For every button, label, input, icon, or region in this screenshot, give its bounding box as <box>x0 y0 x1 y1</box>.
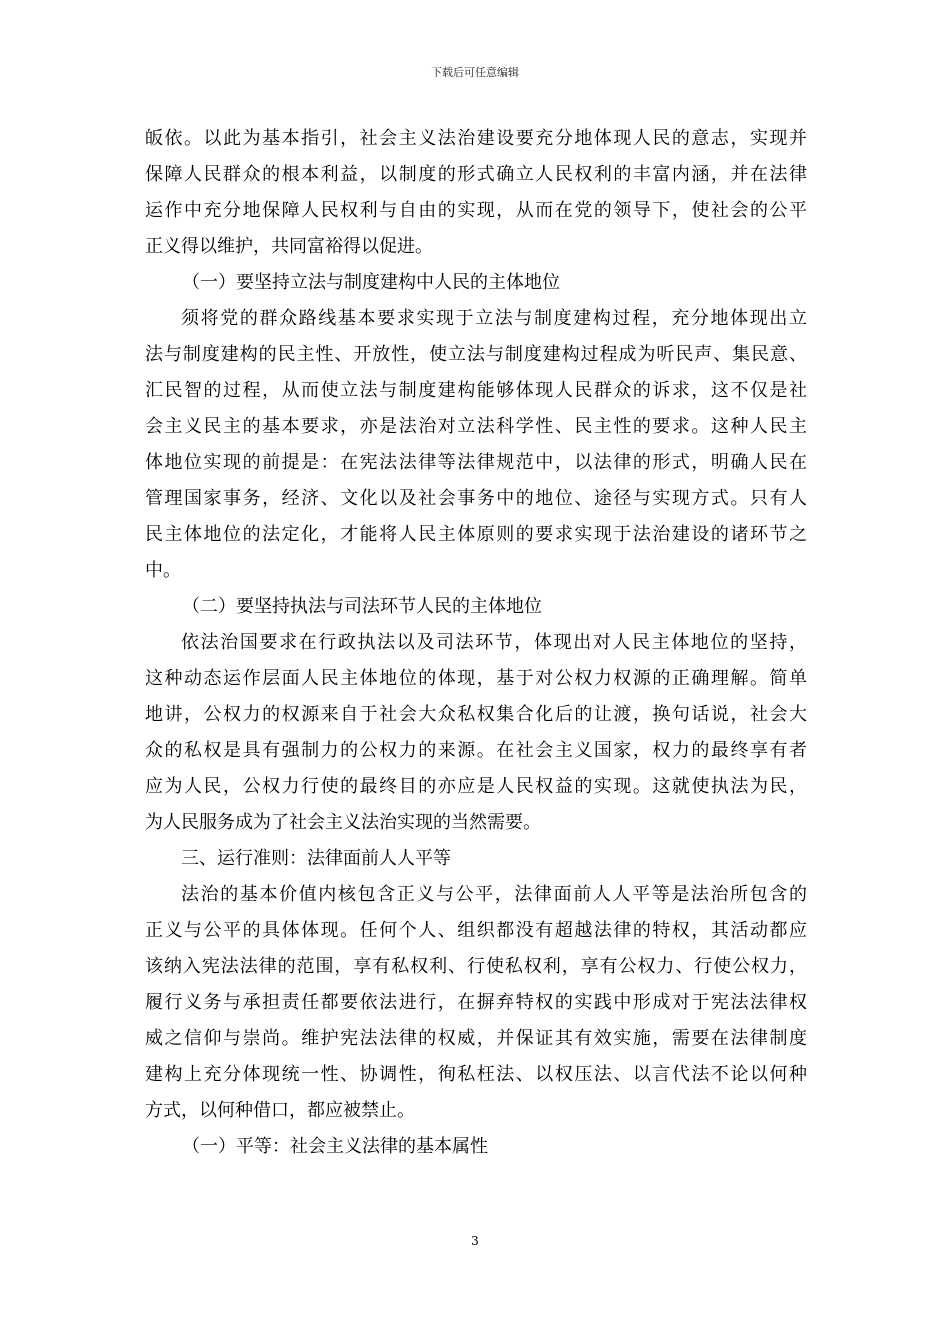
paragraph <box>145 877 807 1129</box>
text-line: 民主体地位的法定化，才能将人民主体原则的要求实现于法治建设的诸环节之 <box>145 524 807 545</box>
text-line: 须将党的群众路线基本要求实现于立法与制度建构过程，充分地体现出立 <box>181 308 807 329</box>
text-line: 履行义务与承担责任都要依法进行，在摒弃特权的实践中形成对于宪法法律权 <box>145 992 807 1013</box>
text-line: 会主义民主的基本要求，亦是法治对立法科学性、民主性的要求。这种人民主 <box>145 416 807 437</box>
heading-line: （二）要坚持执法与司法环节人民的主体地位 <box>182 596 542 617</box>
text-line: 管理国家事务，经济、文化以及社会事务中的地位、途径与实现方式。只有人 <box>145 488 807 509</box>
text-line: 中。 <box>145 560 181 581</box>
section-heading <box>145 1129 807 1165</box>
text-line: 运作中充分地保障人民权利与自由的实现，从而在党的领导下，使社会的公平 <box>145 200 807 221</box>
text-line: 该纳入宪法法律的范围，享有私权利、行使私权利，享有公权力、行使公权力， <box>145 956 807 977</box>
text-line: 应为人民，公权力行使的最终目的亦应是人民权益的实现。这就使执法为民， <box>145 776 807 797</box>
heading-line: （一）平等：社会主义法律的基本属性 <box>182 1136 488 1157</box>
paragraph <box>145 301 807 589</box>
text-line: 法与制度建构的民主性、开放性，使立法与制度建构过程成为听民声、集民意、 <box>145 344 807 365</box>
text-line: 方式，以何种借口，都应被禁止。 <box>145 1100 415 1121</box>
text-line: 威之信仰与崇尚。维护宪法法律的权威，并保证其有效实施，需要在法律制度 <box>145 1028 807 1049</box>
text-line: 正义与公平的具体体现。任何个人、组织都没有超越法律的特权，其活动都应 <box>145 920 807 941</box>
text-line: 这种动态运作层面人民主体地位的体现，基于对公权力权源的正确理解。简单 <box>145 668 807 689</box>
text-line: 皈依。以此为基本指引，社会主义法治建设要充分地体现人民的意志，实现并 <box>145 128 807 149</box>
text-line: 建构上充分体现统一性、协调性，徇私枉法、以权压法、以言代法不论以何种 <box>145 1064 807 1085</box>
text-line: 保障人民群众的根本利益，以制度的形式确立人民权利的丰富内涵，并在法律 <box>145 164 807 185</box>
text-line: 为人民服务成为了社会主义法治实现的当然需要。 <box>145 812 541 833</box>
section-heading <box>145 265 807 301</box>
heading-line: （一）要坚持立法与制度建构中人民的主体地位 <box>182 272 560 293</box>
text-line: 依法治国要求在行政执法以及司法环节，体现出对人民主体地位的坚持， <box>181 632 807 653</box>
text-line: 众的私权是具有强制力的公权力的来源。在社会主义国家，权力的最终享有者 <box>145 740 807 761</box>
text-line: 汇民智的过程，从而使立法与制度建构能够体现人民群众的诉求，这不仅是社 <box>145 380 807 401</box>
paragraph <box>145 121 807 265</box>
text-line: 地讲，公权力的权源来自于社会大众私权集合化后的让渡，换句话说，社会大 <box>145 704 807 725</box>
paragraph <box>145 625 807 841</box>
heading-line: 三、运行准则：法律面前人人平等 <box>181 848 451 869</box>
page-number: 3 <box>471 1234 479 1248</box>
text-line: 正义得以维护，共同富裕得以促进。 <box>145 236 433 257</box>
section-heading <box>145 841 807 877</box>
page-header: 下载后可任意编辑 <box>431 66 519 79</box>
text-line: 体地位实现的前提是：在宪法法律等法律规范中，以法律的形式，明确人民在 <box>145 452 807 473</box>
document-body <box>145 121 807 1165</box>
section-heading <box>145 589 807 625</box>
text-line: 法治的基本价值内核包含正义与公平，法律面前人人平等是法治所包含的 <box>181 884 807 905</box>
